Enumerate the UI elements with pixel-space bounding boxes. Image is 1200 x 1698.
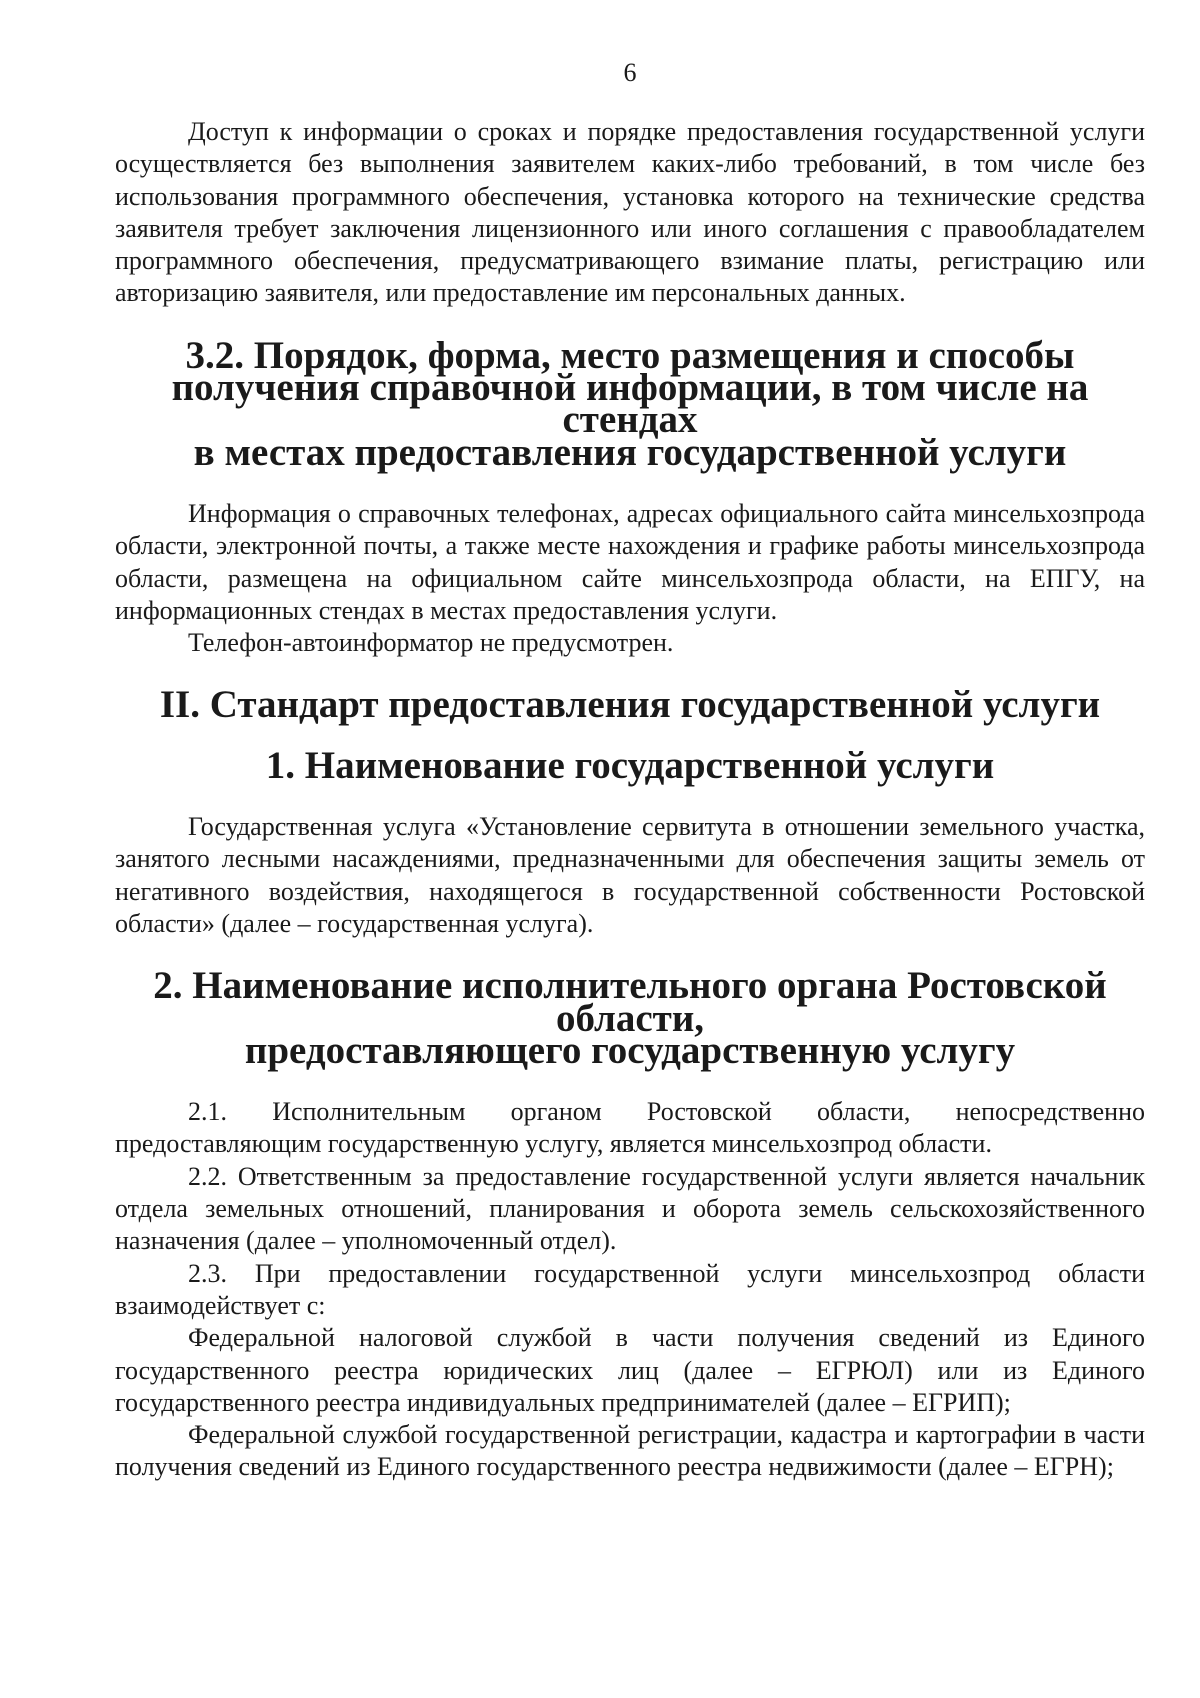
paragraph-2-1: 2.1. Исполнительным органом Ростовской области, непосредственно предоставляющим государственную услугу, является минсельхозпрод области. [115,1097,1145,1159]
heading-section-3-2 [115,333,1145,474]
heading-line: 3.2. Порядок, форма, место размещения и способы [185,333,1075,377]
heading-line: получения справочной информации, в том числе на стендах [171,366,1089,442]
paragraph-phone-info: Телефон-автоинформатор не предусмотрен. [188,628,674,658]
paragraph-2-3: 2.3. При предоставлении государственной услуги минсельхозпрод области взаимодействует с: [115,1258,1145,1320]
paragraph-fns: Федеральной налоговой службой в части получения сведений из Единого государственного реестра юридических лиц (далее – ЕГРЮЛ) или из Единого государственного реестра индивидуальных предпринимателей (далее – ЕГРИП); [115,1323,1145,1417]
paragraph-service-name: Государственная услуга «Установление сервитута в отношении земельного участка, занятого лесными насаждениями, предназначенными для обеспечения защиты земель от негативного воздействия, находящегося в государственной собственности Ростовской области» (далее – государственная услуга). [115,812,1145,938]
page-number: 6 [623,58,637,87]
paragraph-reference-info: Информация о справочных телефонах, адресах официального сайта минсельхозпрода области, электронной почты, а также месте нахождения и графике работы минсельхозпрода области, размещена на официальном сайте минсельхозпрода области, на ЕПГУ, на информационных стендах в местах предоставления услуги. [115,498,1145,625]
paragraph-rosreestr: Федеральной службой государственной регистрации, кадастра и картографии в части получения сведений из Единого государственного реестра недвижимости (далее – ЕГРН); [115,1420,1145,1482]
heading-line: предоставляющего государственную услугу [244,1028,1016,1072]
heading-line: 2. Наименование исполнительного органа Ростовской области, [153,964,1107,1040]
paragraph-access-info: Доступ к информации о сроках и порядке предоставления государственной услуги осуществляется без выполнения заявителем каких-либо требований, в том числе без использования программного обеспечения, установка которого на технические средства заявителя требует заключения лицензионного или иного соглашения с правообладателем программного обеспечения, предусматривающего взимание платы, регистрацию или авторизацию заявителя, или предоставление им персональных данных. [115,117,1145,308]
heading-chapter-ii: II. Стандарт предоставления государственной услуги [159,683,1101,727]
heading-section-2 [115,964,1145,1072]
document-body [115,116,1145,1484]
paragraph-2-2: 2.2. Ответственным за предоставление государственной услуги является начальник отдела земельных отношений, планирования и оборота земель сельскохозяйственного назначения (далее – уполномоченный отдел). [115,1161,1145,1256]
heading-section-1: 1. Наименование государственной услуги [265,743,995,787]
heading-line: в местах предоставления государственной услуги [193,430,1067,474]
